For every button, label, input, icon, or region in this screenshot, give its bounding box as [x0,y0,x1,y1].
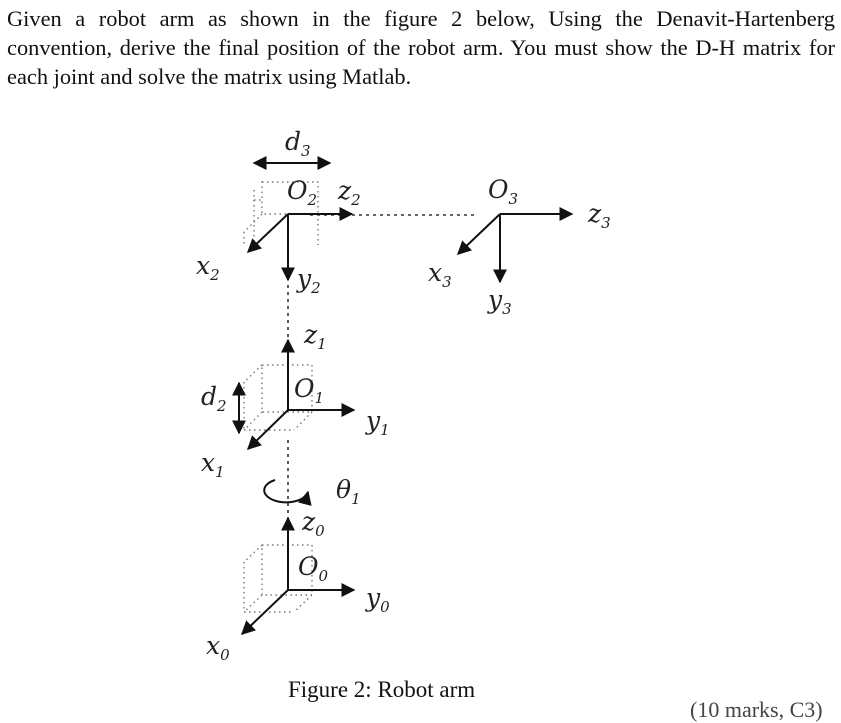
marks-note: (10 marks, C3) [690,697,823,722]
label-z2: $z_2$ [338,176,361,209]
question-text: Given a robot arm as shown in the figure 2 below, Using the Denavit-Hartenberg convention, derive the final position of the robot arm. You must show the D-H matrix for each joint and solve the matrix using Matlab. [7,6,835,89]
label-y3: $y_3$ [488,285,512,318]
label-x1: $x_1$ [201,448,225,481]
figure-caption: Figure 2: Robot arm [288,677,476,702]
label-z0: $z_0$ [302,507,325,540]
label-theta1: $\theta_1$ [336,475,361,508]
label-y2: $y_2$ [297,264,321,297]
label-O2: $O_2$ [287,176,318,209]
label-O0: $O_0$ [298,552,329,585]
x3-axis [458,214,500,254]
x2-axis [248,214,288,252]
label-x0: $x_0$ [206,631,230,664]
label-d3: $d_3$ [285,127,311,160]
label-x2: $x_2$ [196,251,220,284]
label-x3: $x_3$ [428,258,452,291]
label-z3: $z_3$ [588,199,611,232]
label-O3: $O_3$ [488,175,519,208]
label-y0: $y_0$ [366,583,390,616]
label-z1: $z_1$ [304,320,327,353]
theta1-rotation-arrow [264,480,308,502]
label-y1: $y_1$ [366,406,390,439]
x0-axis [242,590,288,634]
label-O1: $O_1$ [294,374,325,407]
link-dashed-line [288,215,478,520]
label-d2: $d_2$ [201,382,227,415]
